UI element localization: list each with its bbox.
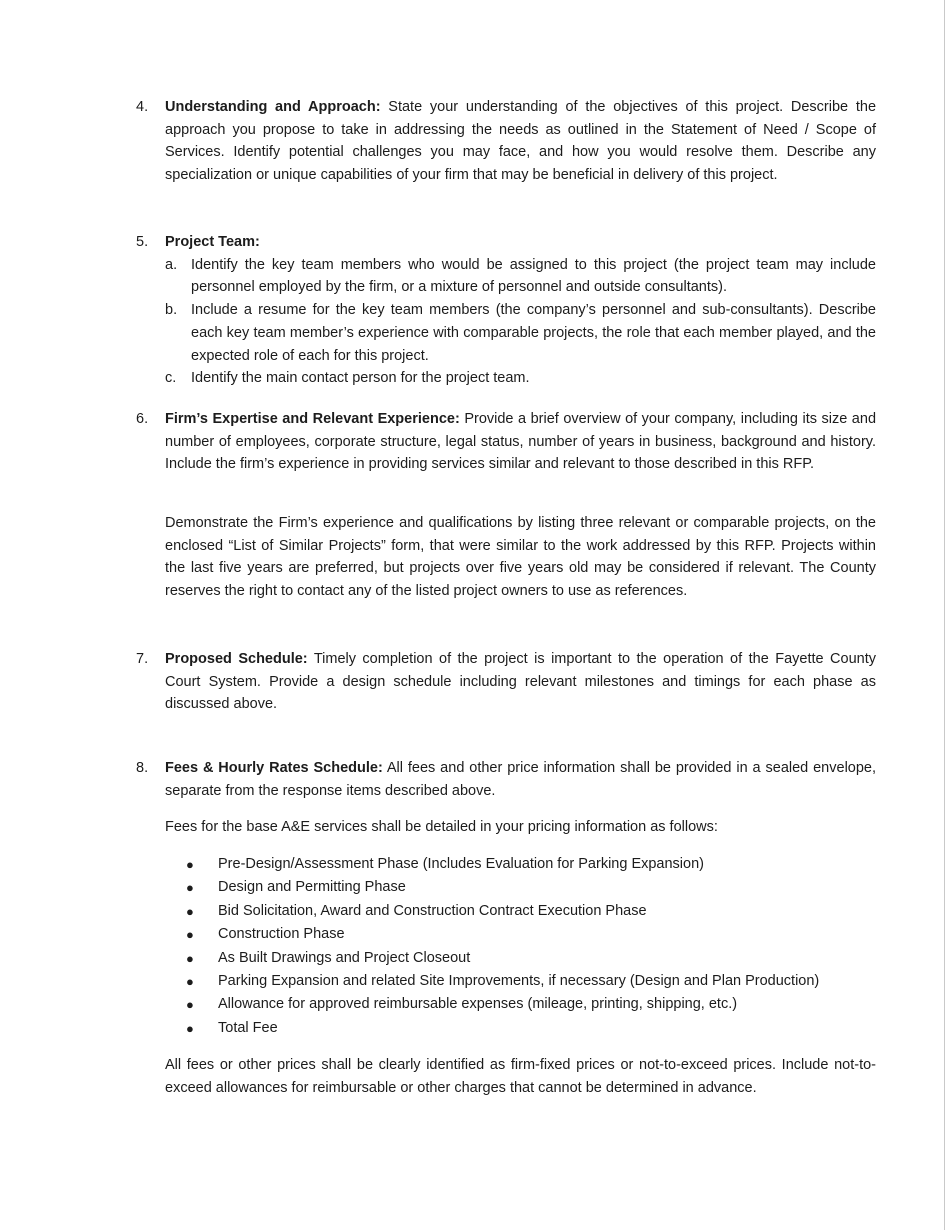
section-fees-intro — [136, 816, 876, 839]
section-firm-expertise — [136, 408, 876, 476]
bullet-text: Bid Solicitation, Award and Construction Contract Execution Phase — [218, 902, 647, 919]
bullet-icon: ● — [186, 1020, 194, 1036]
bullet-item — [136, 900, 876, 923]
item-text: All fees and other price information shall be provided in a sealed envelope, separate from the response items described above. — [165, 760, 877, 799]
page-edge-line — [944, 0, 945, 1230]
fee-bullet-list — [136, 853, 876, 1040]
bullet-text: Design and Permitting Phase — [218, 879, 406, 896]
sub-item — [136, 254, 876, 299]
bullet-item — [136, 970, 876, 993]
bullet-item — [136, 993, 876, 1016]
section-fees-closing — [136, 1054, 876, 1099]
item-number: 7. — [136, 651, 149, 667]
bullet-item — [136, 923, 876, 946]
bullet-icon: ● — [186, 974, 194, 990]
item-text: State your understanding of the objectives of this project. Describe the approach you propose to take in addressing the needs as outlined in the Statement of Need / Scope of Services. Identify potential challenges you may face, and how you would resolve them. Describe any specialization or unique capabilities of your firm that may be beneficial in delivery of this project. — [165, 99, 877, 184]
section-fees-rates — [136, 757, 876, 802]
bullet-icon: ● — [186, 903, 194, 919]
section-understanding-approach — [136, 96, 876, 187]
item-heading: Proposed Schedule: — [165, 651, 308, 667]
section-firm-expertise-para2 — [136, 512, 876, 603]
item-heading: Understanding and Approach: — [165, 99, 381, 115]
item-heading: Fees & Hourly Rates Schedule: — [165, 760, 383, 776]
bullet-item — [136, 1017, 876, 1040]
section-proposed-schedule — [136, 648, 876, 716]
bullet-icon: ● — [186, 950, 194, 966]
bullet-icon: ● — [186, 997, 194, 1013]
bullet-text: Construction Phase — [218, 926, 345, 943]
sub-item-text: Include a resume for the key team members (the company’s personnel and sub-consultants). Describe each key team member’s experience with comparable projects, the role that each member played, and the expected role of each for this project. — [191, 302, 876, 364]
bullet-item — [136, 947, 876, 970]
item-text: Timely completion of the project is important to the operation of the Fayette County Court System. Provide a design schedule including relevant milestones and timings for each phase as discussed above. — [165, 651, 876, 713]
bullet-icon: ● — [186, 927, 194, 943]
item-heading: Project Team: — [165, 234, 260, 250]
paragraph: Demonstrate the Firm’s experience and qualifications by listing three relevant or comparable projects, on the enclosed “List of Similar Projects” form, that were similar to the work addressed by this RFP. Projects within the last five years are preferred, but projects over five years old may be considered if relevant. The County reserves the right to contact any of the listed project owners to use as references. — [165, 515, 876, 600]
item-number: 6. — [136, 411, 149, 427]
bullet-icon: ● — [186, 857, 194, 872]
sub-item — [136, 367, 876, 390]
item-number: 4. — [136, 99, 149, 115]
sub-item-letter: a. — [165, 256, 178, 273]
bullet-text: Parking Expansion and related Site Improvements, if necessary (Design and Plan Production) — [218, 973, 820, 990]
sub-item-text: Identify the key team members who would be assigned to this project (the project team may include personnel employed by the firm, or a mixture of personnel and outside consultants). — [191, 256, 876, 296]
item-number: 5. — [136, 234, 149, 250]
bullet-item — [136, 853, 876, 876]
bullet-text: Pre-Design/Assessment Phase (Includes Evaluation for Parking Expansion) — [218, 856, 704, 872]
bullet-text: Allowance for approved reimbursable expenses (mileage, printing, shipping, etc.) — [218, 996, 738, 1013]
bullet-text: As Built Drawings and Project Closeout — [218, 949, 471, 966]
sub-item — [136, 299, 876, 367]
section-project-team — [136, 231, 876, 390]
sub-item-letter: c. — [165, 370, 177, 387]
bullet-text: Total Fee — [218, 1019, 278, 1036]
item-heading: Firm’s Expertise and Relevant Experience: — [165, 411, 460, 427]
bullet-icon: ● — [186, 880, 194, 896]
item-number: 8. — [136, 760, 149, 776]
paragraph: Fees for the base A&E services shall be detailed in your pricing information as follows: — [165, 819, 718, 835]
paragraph: All fees or other prices shall be clearly identified as firm-fixed prices or not-to-exceed prices. Include not-to-exceed allowances for reimbursable or other charges that cannot be determined in advance. — [165, 1057, 876, 1096]
item-text: Provide a brief overview of your company, including its size and number of employees, corporate structure, legal status, number of years in business, background and history. Include the firm’s experience in providing services similar and relevant to those described in this RFP. — [165, 411, 877, 473]
sub-item-letter: b. — [165, 302, 178, 319]
sub-item-text: Identify the main contact person for the project team. — [191, 370, 530, 387]
bullet-item — [136, 876, 876, 899]
